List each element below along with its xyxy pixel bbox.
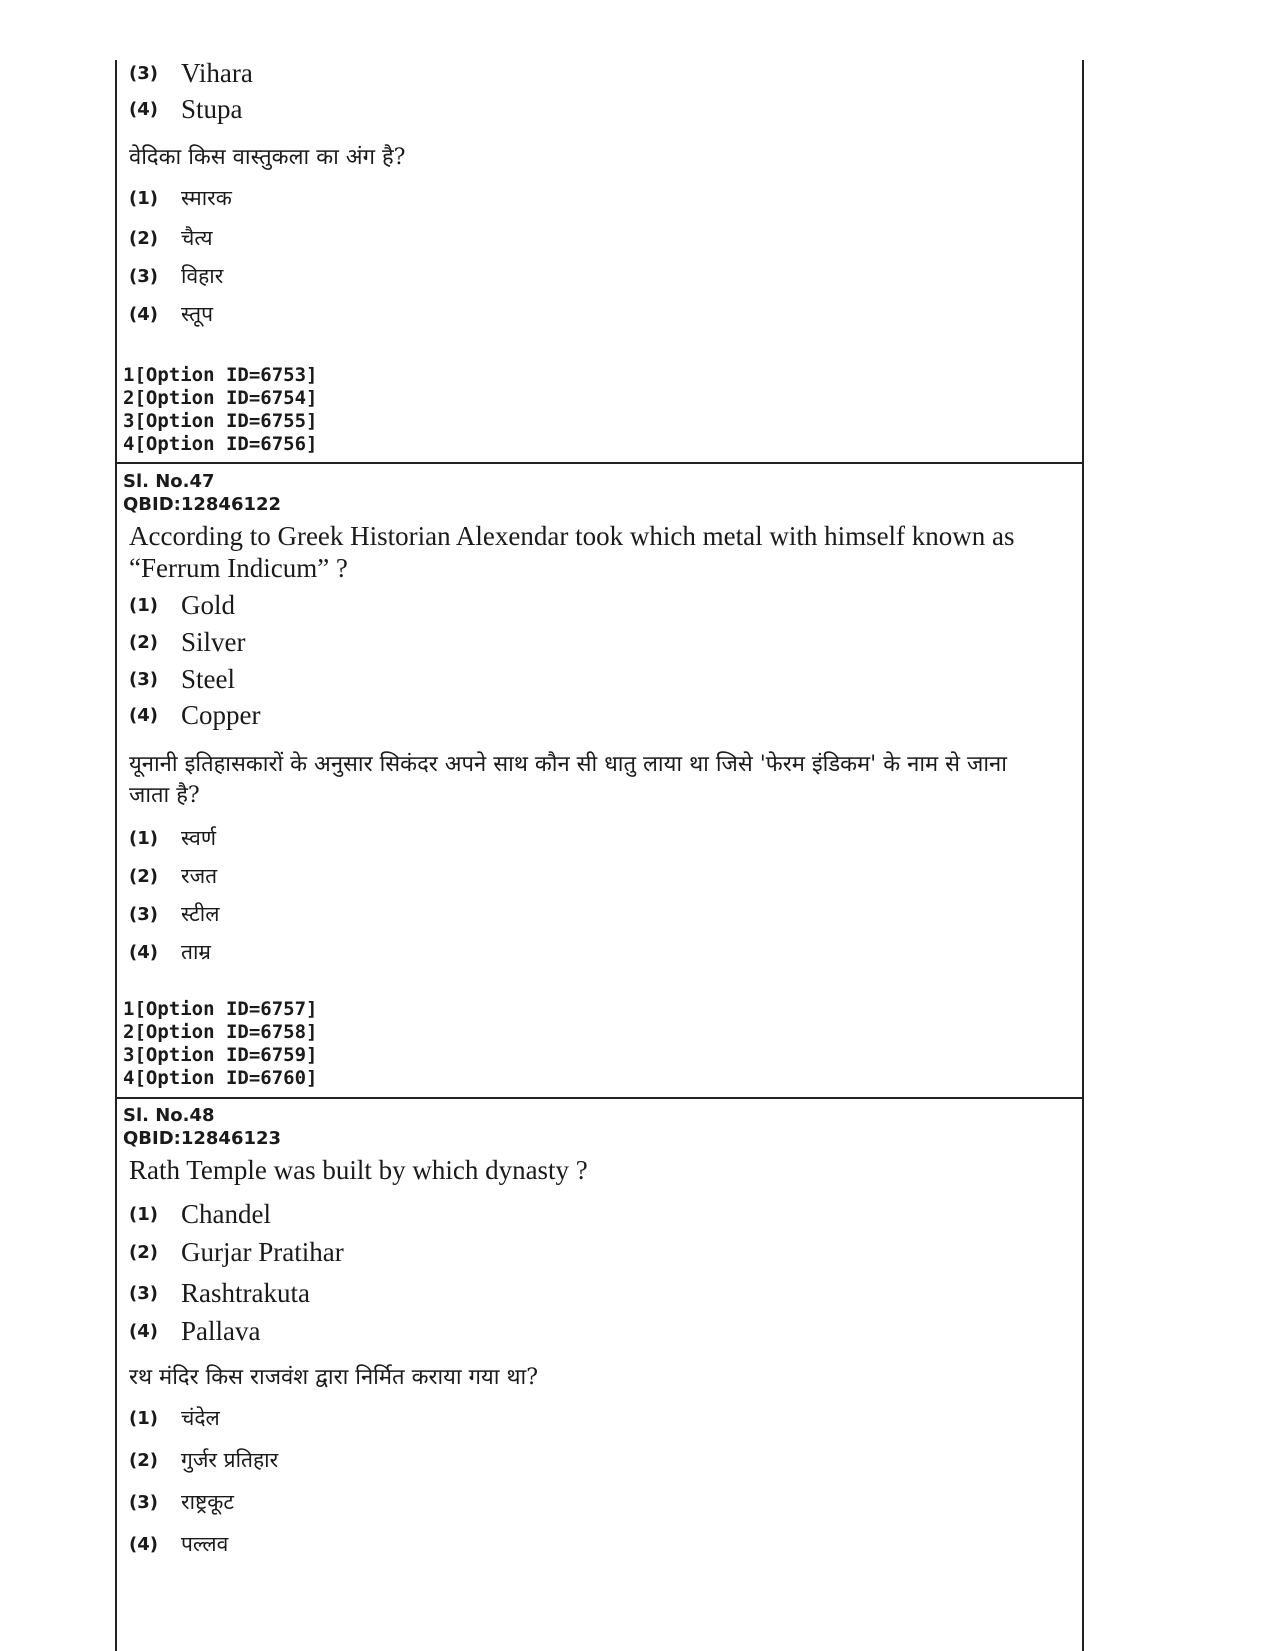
option-text: Silver bbox=[181, 626, 246, 657]
option-id: 1[Option ID=6757] bbox=[123, 998, 318, 1020]
option-number: (2) bbox=[129, 227, 158, 249]
qbid: QBID:12846122 bbox=[123, 494, 282, 515]
option-text: स्तूप bbox=[181, 302, 214, 326]
option-en bbox=[129, 698, 260, 732]
option-hi bbox=[129, 1443, 278, 1477]
option-number: (4) bbox=[129, 1533, 158, 1555]
option-text: स्मारक bbox=[181, 186, 232, 210]
option-number: (2) bbox=[129, 631, 158, 653]
option-en bbox=[129, 92, 243, 126]
option-number: (3) bbox=[129, 62, 158, 84]
serial-number: Sl. No.47 bbox=[123, 471, 215, 492]
row-divider bbox=[115, 462, 1084, 464]
option-number: (1) bbox=[129, 187, 158, 209]
question-text-hindi: वेदिका किस वास्तुकला का अंग है? bbox=[129, 145, 406, 170]
option-hi bbox=[129, 1401, 220, 1435]
option-en bbox=[129, 1197, 271, 1231]
option-number: (3) bbox=[129, 1282, 158, 1304]
option-hi bbox=[129, 821, 216, 855]
option-hi bbox=[129, 935, 211, 969]
option-text: राष्ट्रकूट bbox=[181, 1490, 235, 1514]
option-id: 1[Option ID=6753] bbox=[123, 364, 318, 386]
option-number: (4) bbox=[129, 1320, 158, 1342]
serial-number: Sl. No.48 bbox=[123, 1105, 215, 1126]
option-number: (4) bbox=[129, 941, 158, 963]
option-text: विहार bbox=[181, 264, 224, 288]
option-hi bbox=[129, 221, 213, 255]
option-id: 2[Option ID=6758] bbox=[123, 1021, 318, 1043]
option-text: स्टील bbox=[181, 902, 220, 926]
option-text: Chandel bbox=[181, 1198, 271, 1229]
option-id-list bbox=[123, 364, 317, 456]
option-number: (2) bbox=[129, 1449, 158, 1471]
option-en bbox=[129, 625, 246, 659]
option-id: 2[Option ID=6754] bbox=[123, 387, 318, 409]
question-text-hindi: यूनानी इतिहासकारों के अनुसार सिकंदर अपने साथ कौन सी धातु लाया था जिसे 'फेरम इंडिकम' के नाम से जाना जाता है? bbox=[129, 752, 1007, 808]
question-text-english: According to Greek Historian Alexendar took which metal with himself known as “Ferrum Indicum” ? bbox=[129, 521, 1015, 583]
option-number: (1) bbox=[129, 1407, 158, 1429]
option-id: 4[Option ID=6756] bbox=[123, 433, 318, 455]
option-id-list bbox=[123, 998, 317, 1090]
option-text: ताम्र bbox=[181, 940, 211, 964]
option-text: Stupa bbox=[181, 93, 243, 124]
option-text: Vihara bbox=[181, 57, 253, 88]
option-number: (1) bbox=[129, 1203, 158, 1225]
option-text: Steel bbox=[181, 663, 235, 694]
option-hi bbox=[129, 297, 213, 331]
option-en bbox=[129, 1235, 344, 1269]
option-hi bbox=[129, 897, 219, 931]
option-en bbox=[129, 662, 235, 696]
option-text: स्वर्ण bbox=[181, 826, 217, 850]
table-left-border bbox=[115, 60, 117, 1651]
option-number: (2) bbox=[129, 865, 158, 887]
option-number: (4) bbox=[129, 704, 158, 726]
option-en bbox=[129, 1276, 310, 1310]
option-en bbox=[129, 56, 253, 90]
option-hi bbox=[129, 1485, 234, 1519]
option-text: रजत bbox=[181, 864, 218, 888]
option-text: Gurjar Pratihar bbox=[181, 1236, 344, 1267]
option-number: (2) bbox=[129, 1241, 158, 1263]
option-text: चैत्य bbox=[181, 226, 213, 250]
option-id: 3[Option ID=6759] bbox=[123, 1044, 318, 1066]
option-id: 4[Option ID=6760] bbox=[123, 1067, 318, 1089]
option-text: Rashtrakuta bbox=[181, 1277, 310, 1308]
option-hi bbox=[129, 181, 232, 215]
qbid: QBID:12846123 bbox=[123, 1128, 282, 1149]
option-text: Copper bbox=[181, 699, 261, 730]
table-right-border bbox=[1082, 60, 1084, 1651]
option-number: (4) bbox=[129, 303, 158, 325]
option-number: (1) bbox=[129, 594, 158, 616]
option-text: Pallava bbox=[181, 1315, 261, 1346]
option-number: (1) bbox=[129, 827, 158, 849]
question-table bbox=[115, 0, 1084, 1651]
option-text: चंदेल bbox=[181, 1406, 220, 1430]
option-number: (3) bbox=[129, 903, 158, 925]
option-number: (3) bbox=[129, 1491, 158, 1513]
question-text-hindi: रथ मंदिर किस राजवंश द्वारा निर्मित कराया गया था? bbox=[129, 1365, 539, 1390]
option-id: 3[Option ID=6755] bbox=[123, 410, 318, 432]
option-hi bbox=[129, 1527, 228, 1561]
option-text: पल्लव bbox=[181, 1532, 229, 1556]
row-divider bbox=[115, 1097, 1084, 1099]
option-en bbox=[129, 1314, 260, 1348]
question-text-english: Rath Temple was built by which dynasty ? bbox=[129, 1155, 588, 1185]
option-en bbox=[129, 588, 235, 622]
option-hi bbox=[129, 259, 223, 293]
option-number: (3) bbox=[129, 265, 158, 287]
option-text: Gold bbox=[181, 589, 235, 620]
option-hi bbox=[129, 859, 217, 893]
option-number: (3) bbox=[129, 668, 158, 690]
option-number: (4) bbox=[129, 98, 158, 120]
option-text: गुर्जर प्रतिहार bbox=[181, 1448, 279, 1472]
